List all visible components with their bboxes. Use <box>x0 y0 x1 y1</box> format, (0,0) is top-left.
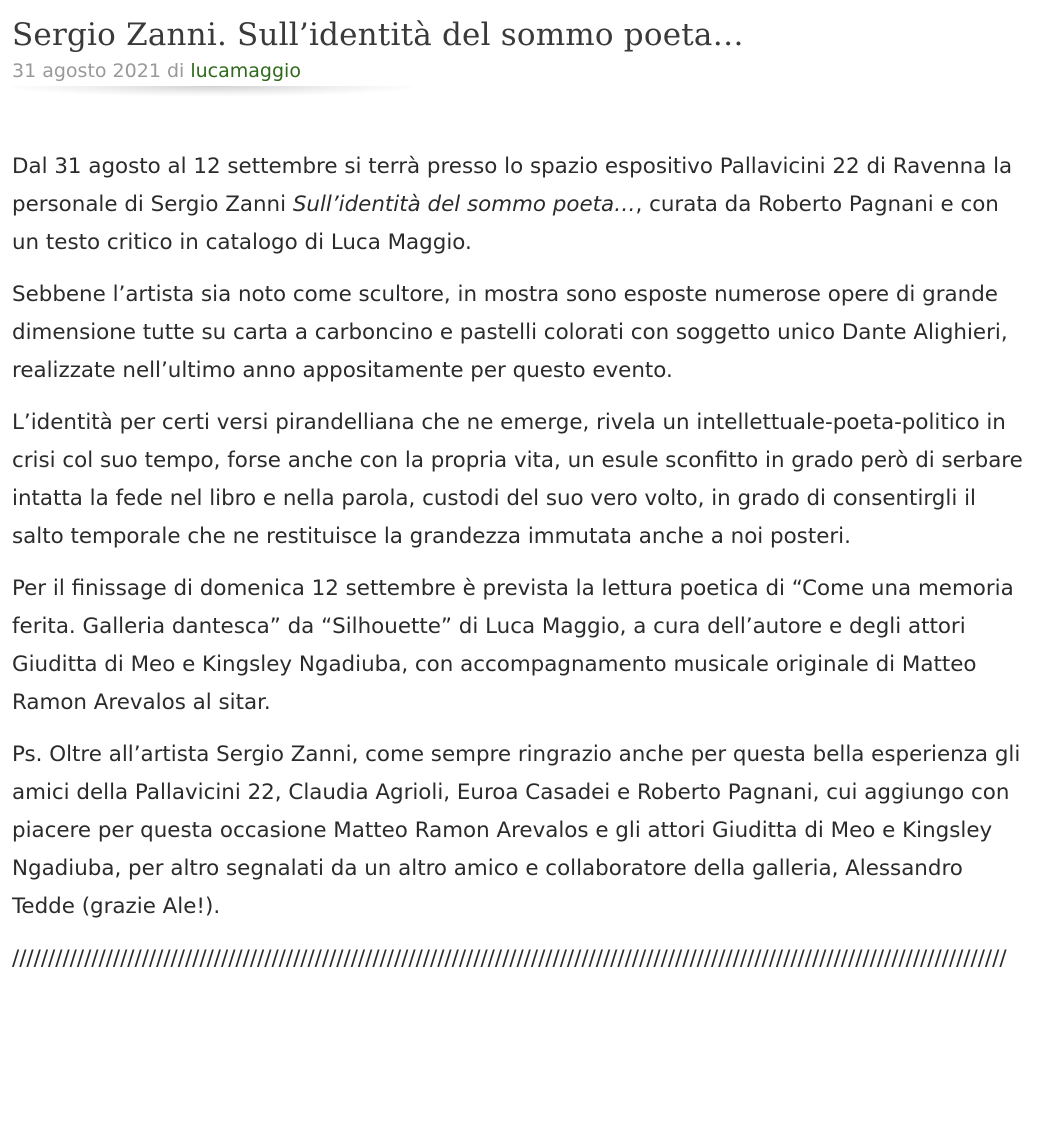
exhibition-title: Sull’identità del sommo poeta… <box>292 192 636 217</box>
blog-post <box>12 14 1032 978</box>
paragraph-1 <box>12 148 1032 262</box>
post-meta <box>12 58 1032 84</box>
paragraph-4: Per il finissage di domenica 12 settembre è prevista la lettura poetica di “Come una memoria ferita. Galleria dantesca” da “Silhouette” di Luca Maggio, a cura dell’autore e degli attori Giuditta di Meo e Kingsley Ngadiuba, con accompagnamento musicale originale di Matteo Ramon Arevalos al sitar. <box>12 576 1014 715</box>
paragraph-3: L’identità per certi versi pirandelliana che ne emerge, rivela un intellettuale-poeta-politico in crisi col suo tempo, forse anche con la propria vita, un esule sconfitto in grado però di serbare intatta la fede nel libro e nella parola, custodi del suo vero volto, in grado di consentirgli il salto temporale che ne restituisce la grandezza immutata anche a noi posteri. <box>12 410 1023 549</box>
paragraph-2: Sebbene l’artista sia noto come scultore, in mostra sono esposte numerose opere di grande dimensione tutte su carta a carboncino e pastelli colorati con soggetto unico Dante Alighieri, realizzate nell’ultimo anno appositamente per questo evento. <box>12 282 1008 383</box>
paragraph-5: Ps. Oltre all’artista Sergio Zanni, come sempre ringrazio anche per questa bella esperienza gli amici della Pallavicini 22, Claudia Agrioli, Euroa Casadei e Roberto Pagnani, cui aggiungo con piacere per questa occasione Matteo Ramon Arevalos e gli attori Giuditta di Meo e Kingsley Ngadiuba, per altro segnalati da un altro amico e collaboratore della galleria, Alessandro Tedde (grazie Ale!). <box>12 742 1021 919</box>
post-by-label: di <box>166 60 185 82</box>
slash-separator: ////////////////////////////////////////////////////////////////////////////////////////////////////////////////////////////////////////// <box>12 946 1007 971</box>
paragraph-1-text-end: , curata da Roberto Pagnani e con un testo critico in catalogo di Luca Maggio. <box>12 192 999 255</box>
post-body <box>12 148 1032 978</box>
post-date: 31 agosto 2021 <box>12 60 161 82</box>
paragraph-1-text-start: Dal 31 agosto al 12 settembre si terrà presso lo spazio espositivo Pallavicini 22 di Ravenna la personale di Sergio Zanni <box>12 154 1013 217</box>
author-link[interactable]: lucamaggio <box>190 60 301 82</box>
meta-divider-shadow <box>12 86 412 96</box>
post-title: Sergio Zanni. Sull’identità del sommo poeta… <box>12 17 744 53</box>
